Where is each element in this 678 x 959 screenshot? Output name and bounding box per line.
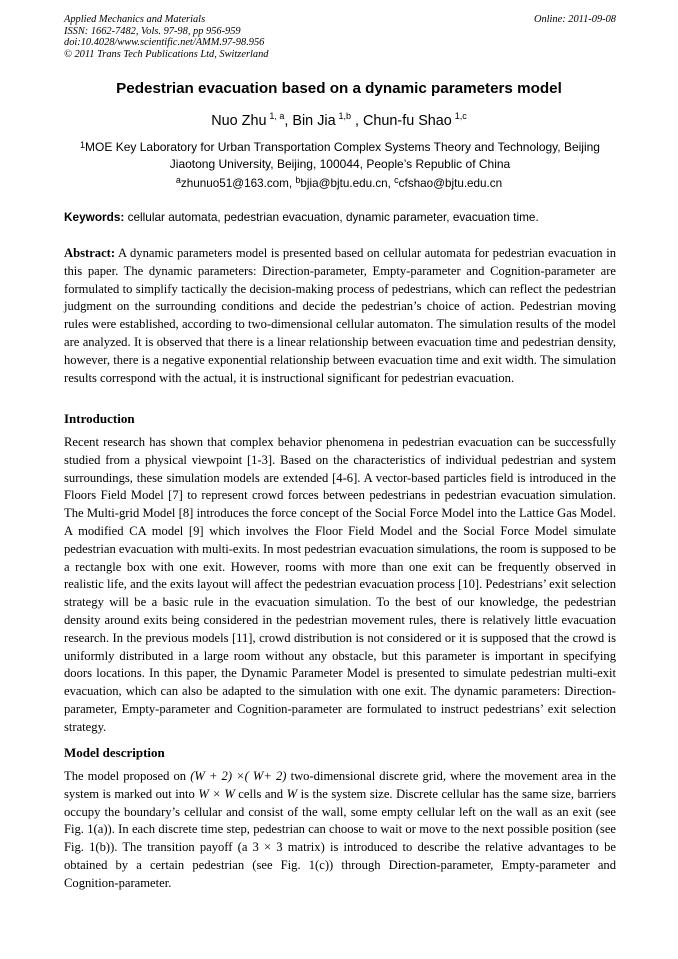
email-superscript: c xyxy=(394,175,399,185)
author-list: Nuo Zhu $^{1, a}$, Bin Jia $^{1,b}$ , Chun-fu Shao $^{1,c}$ xyxy=(211,111,467,129)
paper-title: Pedestrian evacuation based on a dynamic parameters model xyxy=(116,80,562,97)
affiliation-text: MOE Key Laboratory for Urban Transportation Complex Systems Theory and Technology, Beijing Jiaotong University, Beijing, 100044, People’s Republic of China xyxy=(85,140,600,171)
author-name: Chun-fu Shao xyxy=(363,113,452,129)
text-run: The model proposed on xyxy=(64,769,191,783)
email-superscript: a xyxy=(175,175,181,185)
email-address[interactable]: bjia@bjtu.edu.cn, xyxy=(300,177,391,190)
journal-name: Applied Mechanics and Materials xyxy=(64,14,206,25)
issn-line: ISSN: 1662-7482, Vols. 97-98, pp 956-959 xyxy=(64,25,241,37)
author-superscript: 1, a xyxy=(269,111,285,121)
introduction-heading: Introduction xyxy=(64,411,135,426)
text-run: cells and xyxy=(234,786,287,801)
email-list xyxy=(0,177,678,190)
author-name: Bin Jia xyxy=(292,113,336,129)
email-address[interactable]: zhunuo51@163.com, xyxy=(180,177,293,190)
email-address[interactable]: cfshao@bjtu.edu.cn xyxy=(398,177,503,190)
author-superscript: 1,b xyxy=(338,111,351,121)
keywords-label: Keywords: xyxy=(64,210,125,224)
journal-header xyxy=(64,14,616,60)
math-expression: (W + 2) ×( W+ 2) xyxy=(190,769,287,783)
keywords-text: cellular automata, pedestrian evacuation, dynamic parameter, evacuation time. xyxy=(127,210,539,224)
math-expression: W xyxy=(286,786,298,801)
affiliation-superscript: 1 xyxy=(80,140,86,150)
text-run: two-dimensional discrete grid, where the movement area in the system is marked out into xyxy=(64,769,616,801)
introduction-text: Recent research has shown that complex behavior phenomena in pedestrian evacuation can be successfully studied from a physical viewpoint [1-3]. Based on the characteristics of individual pedestrian and system surroundings, these simulation models are extended [4-6]. A vector-based particles field is introduced in the Floors Field Model [7] to represent crowd forces between pedestrians in pedestrian evacuation simulation. The Multi-grid Model [8] introduces the force concept of the Social Force Model into the Lattice Gas Model. A modified CA model [9] which involves the Floor Field Model and the Social Force Model simulate pedestrian evacuation with multi-exits. In most pedestrian evacuation simulations, the room is supposed to be a rectangle box with one exit. However, rooms with more than one exit can be frequently observed in realistic life, and the exits layout will affect the pedestrian evacuation process [10]. Pedestrians’ exit selection strategy will be a basic rule in the evacuation simulation. To the best of our knowledge, the pedestrian density around exits being considered in the pedestrian movement rules, there is relatively little evacuation research. In the previous models [11], crowd distribution is not considered or it is supposed that the crowd is uniformly distributed in a large room without any obstacle, but this parameter is important in specifying doors locations. In this paper, the Dynamic Parameter Model is presented to simulate pedestrian multi-exit evacuation, which can also be adapted to the simulation with one exit. The dynamic parameters: Direction-parameter, Empty-parameter and Cognition-parameter are formulated to instruct pedestrians’ exit selection strategy. xyxy=(64,435,616,734)
author-name: Nuo Zhu xyxy=(211,113,267,129)
email-superscript: b xyxy=(295,175,301,185)
abstract-text: A dynamic parameters model is presented based on cellular automata for pedestrian evacuation in this paper. The dynamic parameters: Direction-parameter, Empty-parameter and Cognition-parameter are formulated to simplify tactically the decision-making process of pedestrians, which can reflect the pedestrian judgment on the surrounding conditions and decide the pedestrian’s choice of action. Pedestrian moving rules were established, according to two-dimensional cellular automaton. The simulation results of the model are analyzed. It is observed that there is a linear relationship between evacuation time and pedestrian density, however, there is a negative exponential relationship between evacuation time and exit width. The simulation results correspond with the actual, it is instructional significant for pedestrian evacuation. xyxy=(64,246,616,385)
copyright-line: © 2011 Trans Tech Publications Ltd, Switzerland xyxy=(64,48,269,60)
model-description-text xyxy=(64,768,616,893)
author-superscript: 1,c xyxy=(454,111,467,121)
abstract-label: Abstract: xyxy=(64,246,116,260)
online-date: Online: 2011-09-08 xyxy=(533,14,616,25)
text-run: is the system size. Discrete cellular has the same size, barriers occupy the boundary’s cellular and consist of the wall, some empty cellular left on the wall as an exit (see Fig. 1(a)). In each discrete time step, pedestrian can choose to wait or move to the next possible position (see Fig. 1(b)). The transition payoff (a 3 × 3 matrix) is introduced to describe the relative advantages to be obtained by a certain pedestrian (see Fig. 1(c)) through Direction-parameter, Empty-parameter and Cognition-parameter. xyxy=(64,786,617,890)
affiliation xyxy=(64,139,616,173)
keywords xyxy=(64,210,616,224)
math-expression: W × W xyxy=(198,786,235,801)
doi-line: doi:10.4028/www.scientific.net/AMM.97-98.956 xyxy=(64,37,265,49)
model-description-heading: Model description xyxy=(64,745,165,760)
abstract xyxy=(64,245,616,387)
